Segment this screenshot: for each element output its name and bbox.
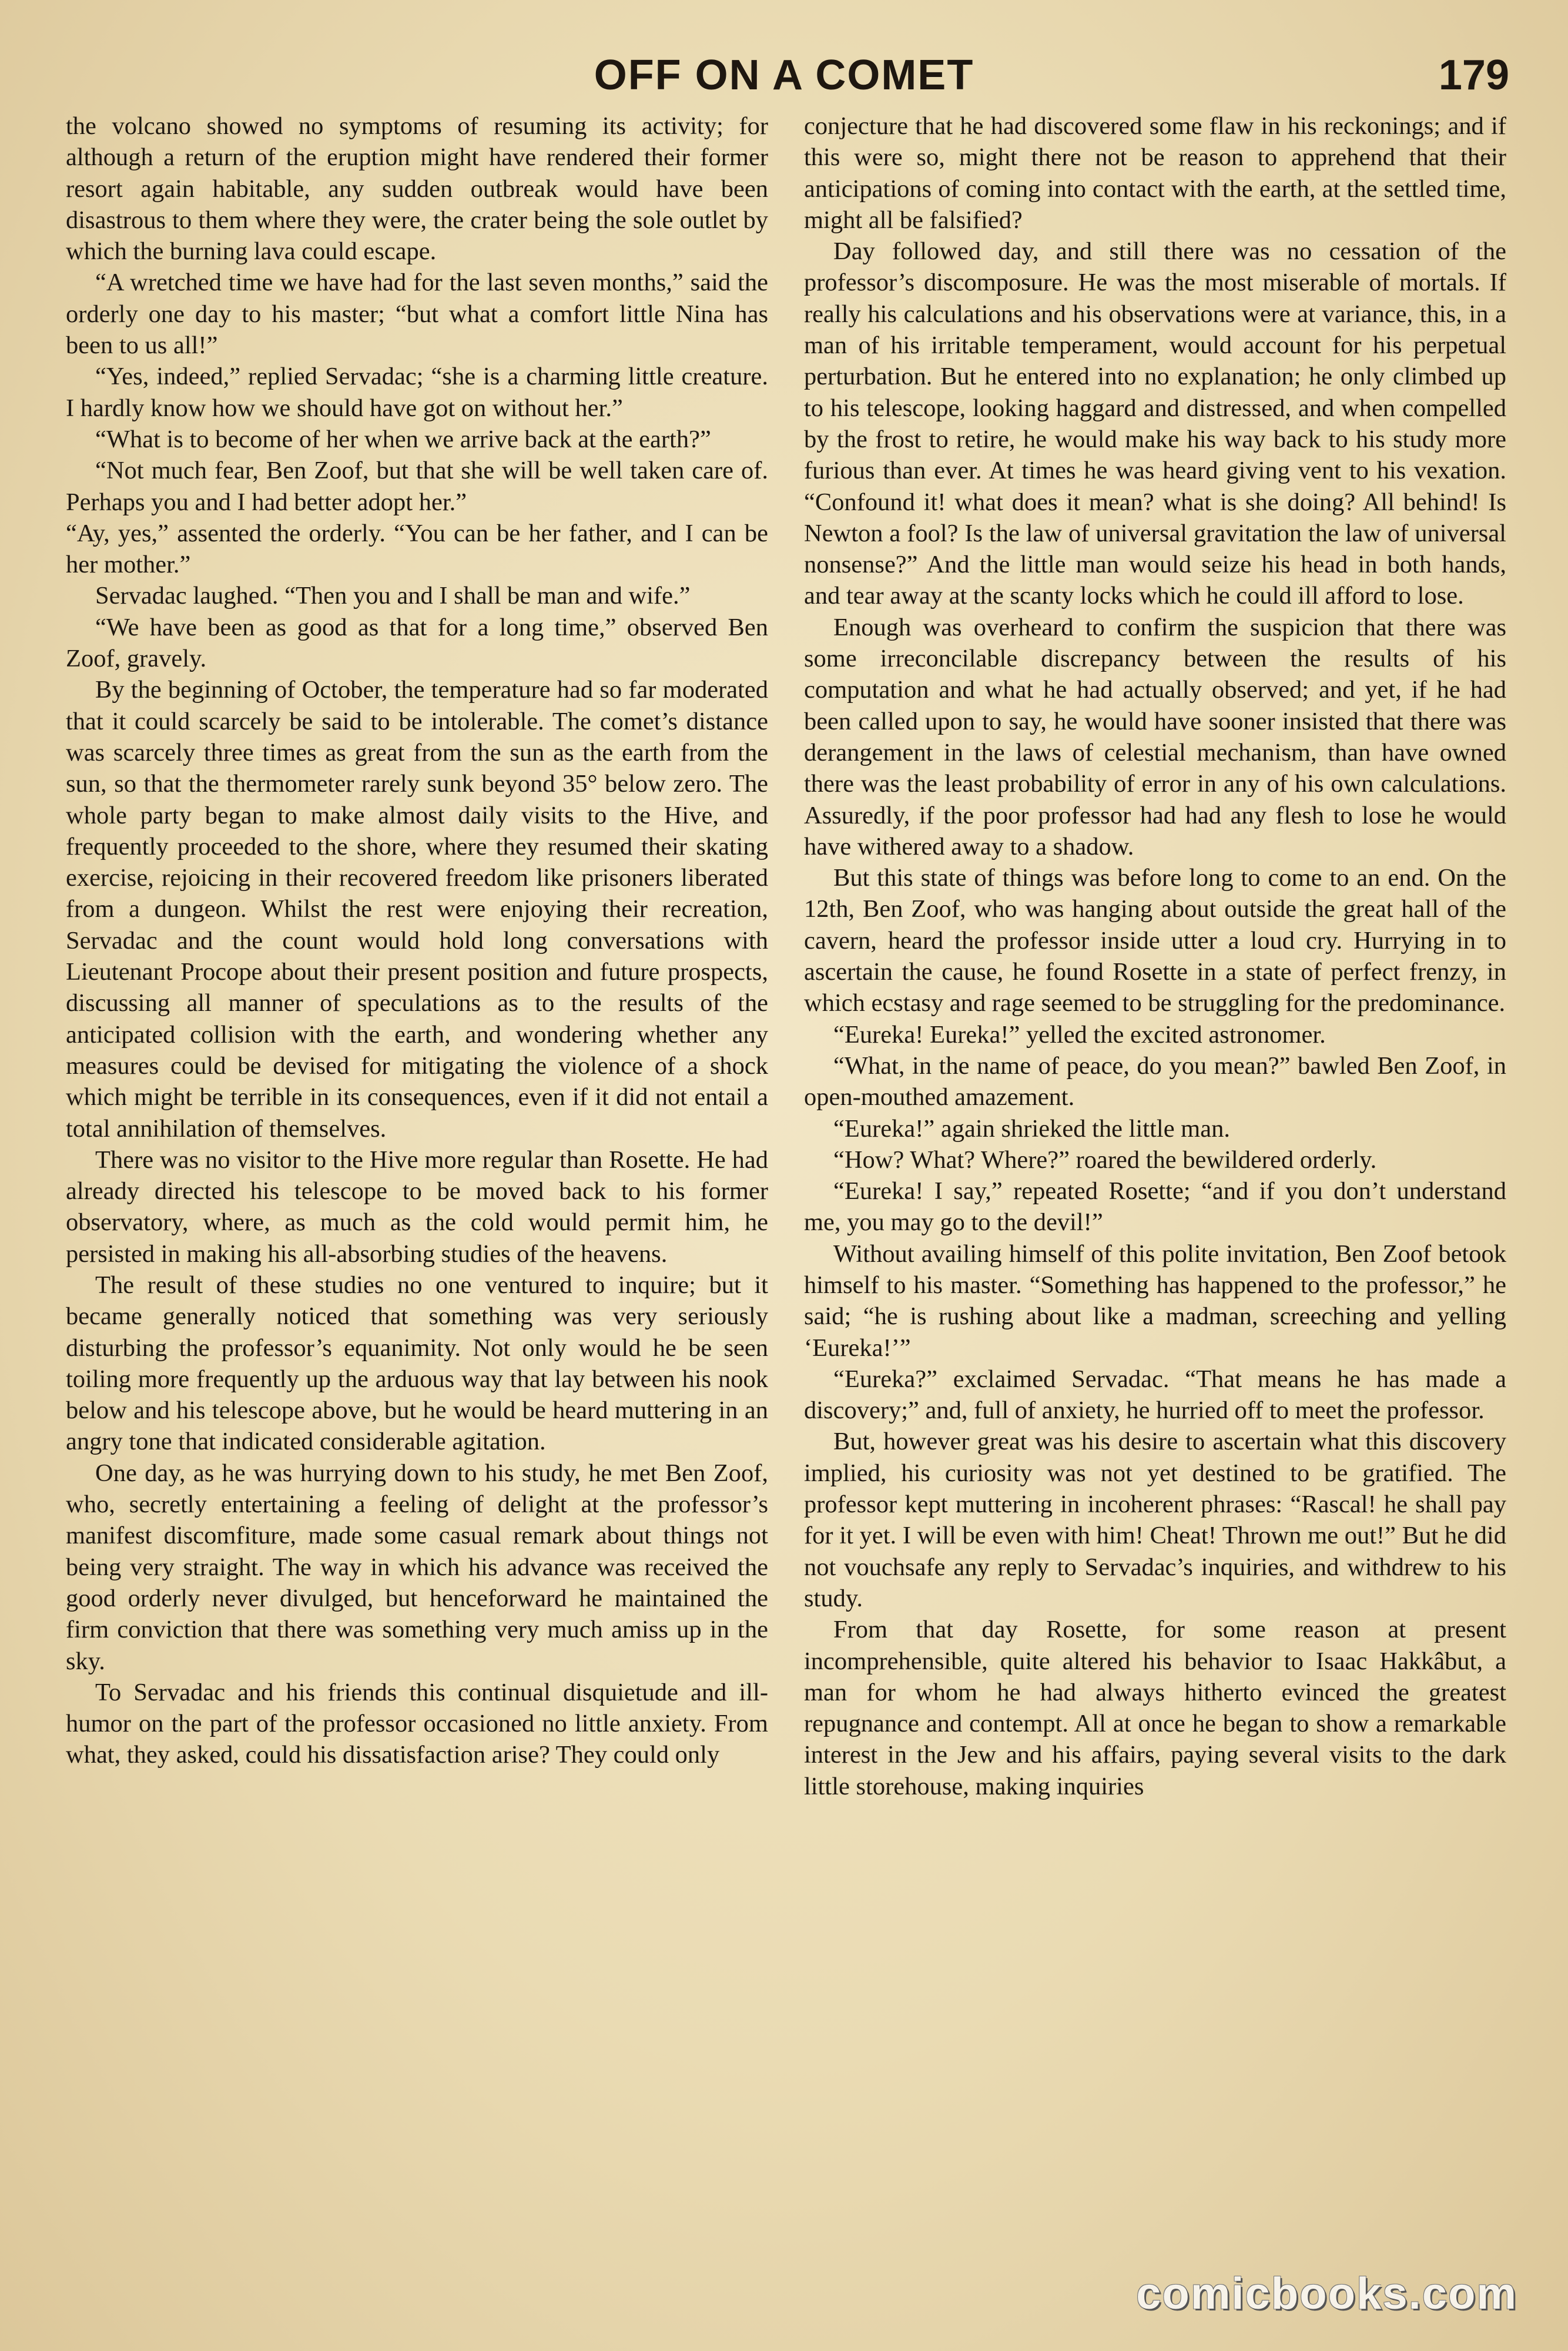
paragraph: But, however great was his desire to ascertain what this discovery implied, his curiosity was not yet destined to be gratified. The professor kept muttering in incoherent phrases: “Rascal! he shall pay for it yet. I will be even with him! Cheat! Thrown me out!” But he did not vouchsafe any reply to Servadac’s inquiries, and withdrew to his study. — [804, 1428, 1506, 1612]
paragraph: Without availing himself of this polite invitation, Ben Zoof betook himself to his master. “Something has happened to the professor,” he said; “he is rushing about like a madman, screeching and yelling ‘Eureka!’” — [804, 1240, 1506, 1362]
paragraph: “What, in the name of peace, do you mean?” bawled Ben Zoof, in open-mouthed amazement. — [804, 1051, 1506, 1111]
paragraph: “Yes, indeed,” replied Servadac; “she is a charming little creature. I hardly know how we should have got on without her.” — [66, 363, 768, 422]
paragraph: There was no visitor to the Hive more regular than Rosette. He had already directed his telescope to be moved back to his former observatory, where, as much as the cold would permit him, he persisted in making his all-absorbing studies of the heavens. — [66, 1146, 768, 1268]
paragraph: “How? What? Where?” roared the bewildered orderly. — [833, 1146, 1377, 1174]
paragraph: conjecture that he had discovered some flaw in his reckonings; and if this were so, might there not be reason to apprehend that their anticipations of coming into contact with the earth, at the settled time, might all be falsified? — [804, 112, 1506, 234]
paragraph: One day, as he was hurrying down to his study, he met Ben Zoof, who, secretly entertaining a feeling of delight at the professor’s manifest discomfiture, made some casual remark about things not being very straight. The way in which his advance was received the good orderly never divulged, but henceforward he maintained the firm conviction that there was something very much amiss up in the sky. — [66, 1459, 768, 1675]
paragraph: “Not much fear, Ben Zoof, but that she will be well taken care of. Perhaps you and I had better adopt her.” — [66, 457, 768, 516]
page-number: 179 — [1438, 52, 1509, 99]
paragraph: “A wretched time we have had for the last seven months,” said the orderly one day to his master; “but what a comfort little Nina has been to us all!” — [66, 269, 768, 360]
watermark: comicbooks.com — [1136, 2269, 1517, 2319]
paragraph: “What is to become of her when we arrive back at the earth?” — [95, 425, 711, 453]
paragraph: the volcano showed no symptoms of resuming its activity; for although a return of the eruption might have rendered their former resort again habitable, any sudden outbreak would have been disastrous to them where they were, the crater being the sole outlet by which the burning lava could escape. — [66, 112, 768, 266]
paragraph: From that day Rosette, for some reason at present incomprehensible, quite altered his behavior to Isaac Hakkâbut, a man for whom he had always hitherto evinced the greatest repugnance and contempt. All at once he began to show a remarkable interest in the Jew and his affairs, paying several visits to the dark little storehouse, making inquiries — [804, 1616, 1506, 1800]
left-column — [66, 110, 768, 2288]
paragraph: Servadac laughed. “Then you and I shall be man and wife.” — [95, 582, 691, 610]
paragraph: To Servadac and his friends this continual disquietude and ill-humor on the part of the professor occasioned no little anxiety. From what, they asked, could his dissatisfaction arise? They could only — [66, 1678, 768, 1769]
paragraph: “Eureka! Eureka!” yelled the excited astronomer. — [833, 1020, 1326, 1049]
paragraph: The result of these studies no one ventured to inquire; but it became generally noticed that something was very seriously disturbing the professor’s equanimity. Not only would he be seen toiling more frequently up the arduous way that lay between his nook below and his telescope above, but he would be heard muttering in an angry tone that indicated considerable agitation. — [66, 1271, 768, 1456]
right-column — [804, 110, 1506, 2288]
paragraph: By the beginning of October, the temperature had so far moderated that it could scarcely be said to be intolerable. The comet’s distance was scarcely three times as great from the sun as the earth from the sun, so that the thermometer rarely sunk beyond 35° below zero. The whole party began to make almost daily visits to the Hive, and frequently proceeded to the shore, where they resumed their skating exercise, rejoicing in their recovered freedom like prisoners liberated from a dungeon. Whilst the rest were enjoying their recreation, Servadac and the count would hold long conversations with Lieutenant Procope about their present position and future prospects, discussing all manner of speculations as to the results of the anticipated collision with the earth, and wondering whether any measures could be devised for mitigating the violence of a shock which might be terrible in its consequences, even if it did not entail a total annihilation of themselves. — [66, 676, 768, 1143]
paragraph: Enough was overheard to confirm the suspicion that there was some irreconcilable discrepancy between the results of his computation and what he had actually observed; and yet, if he had been called upon to say, he would have sooner insisted that there was derangement in the laws of celestial mechanism, than have owned there was the least probability of error in any of his own calculations. Assuredly, if the poor professor had had any flesh to lose he would have withered away to a shadow. — [804, 613, 1506, 860]
page-header — [0, 46, 1568, 110]
paragraph: “Eureka! I say,” repeated Rosette; “and if you don’t understand me, you may go to the devil!” — [804, 1177, 1506, 1237]
paragraph: “Ay, yes,” assented the orderly. “You can be her father, and I can be her mother.” — [66, 519, 768, 579]
paragraph: But this state of things was before long to come to an end. On the 12th, Ben Zoof, who was hanging about outside the great hall of the cavern, heard the professor inside utter a loud cry. Hurrying in to ascertain the cause, he found Rosette in a state of perfect frenzy, in which ecstasy and rage seemed to be struggling for the predominance. — [804, 864, 1506, 1017]
paragraph: “We have been as good as that for a long time,” observed Ben Zoof, gravely. — [66, 613, 768, 673]
paragraph: “Eureka?” exclaimed Servadac. “That means he has made a discovery;” and, full of anxiety, he hurried off to meet the professor. — [804, 1365, 1506, 1425]
paragraph: “Eureka!” again shrieked the little man. — [833, 1114, 1230, 1143]
running-title: OFF ON A COMET — [594, 52, 974, 99]
paragraph: Day followed day, and still there was no cessation of the professor’s discomposure. He was the most miserable of mortals. If really his calculations and his observations were at variance, this, in a man of his irritable temperament, would account for his perpetual perturbation. But he entered into no explanation; he only climbed up to his telescope, looking haggard and distressed, and when compelled by the frost to retire, he would make his way back to his study more furious than ever. At times he was heard giving vent to his vexation. “Confound it! what does it mean? what is she doing? All behind! Is Newton a fool? Is the law of universal gravitation the law of universal nonsense?” And the little man would seize his head in both hands, and tear away at the scanty locks which he could ill afford to lose. — [804, 237, 1506, 610]
